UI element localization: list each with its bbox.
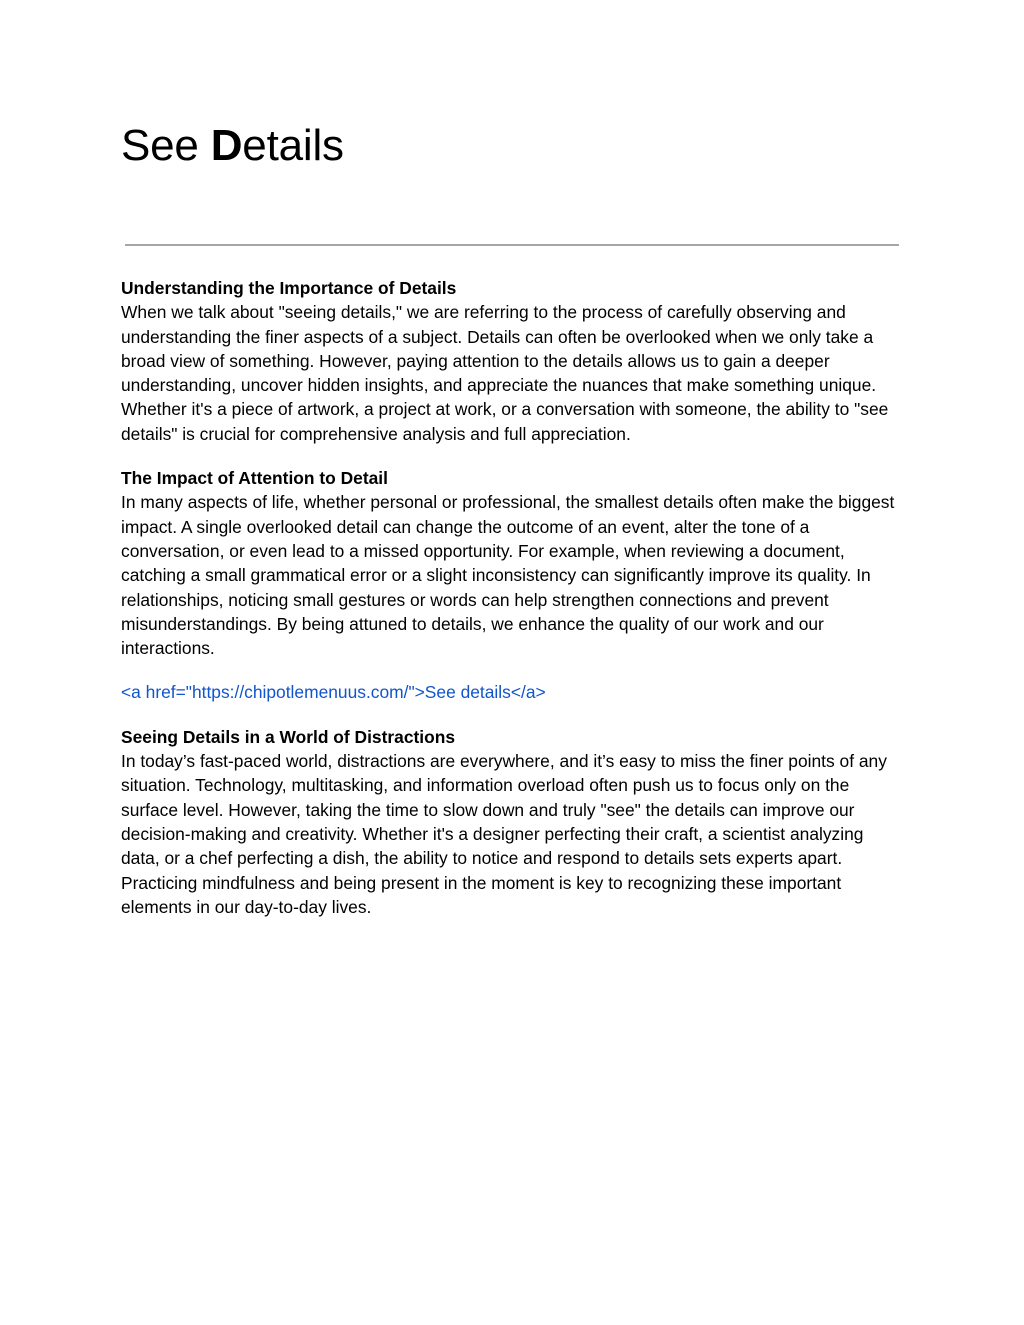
title-bold-letter: D	[210, 121, 243, 170]
page-title	[121, 118, 344, 174]
title-rest: etails	[242, 121, 344, 170]
horizontal-divider	[125, 244, 899, 246]
see-details-link[interactable]: <a href="https://chipotlemenuus.com/">See details</a>	[121, 682, 546, 703]
title-regular: See	[121, 121, 211, 170]
section-heading: Seeing Details in a World of Distractions	[121, 726, 456, 747]
section-heading: The Impact of Attention to Detail	[121, 468, 388, 489]
section-paragraph: In many aspects of life, whether personal or professional, the smallest details often make the biggest impact. A single overlooked detail can change the outcome of an event, alter the tone of a conversation, or even lead to a missed opportunity. For example, when reviewing a document, catching a small grammatical error or a slight inconsistency can significantly improve its quality. In relationships, noticing small gestures or words can help strengthen connections and prevent misunderstandings. By being attuned to details, we enhance the quality of our work and our interactions.	[121, 492, 895, 659]
section-impact-of-attention	[121, 466, 906, 660]
section-world-of-distractions	[121, 725, 906, 919]
section-paragraph: In today’s fast-paced world, distractions are everywhere, and it’s easy to miss the finer points of any situation. Technology, multitasking, and information overload often push us to focus only on the surface level. However, taking the time to slow down and truly "see" the details can improve our decision-making and creativity. Whether it's a designer perfecting their craft, a scientist analyzing data, or a chef perfecting a dish, the ability to notice and respond to details sets experts apart. Practicing mindfulness and being present in the moment is key to recognizing these important elements in our day-to-day lives.	[121, 751, 887, 917]
section-heading: Understanding the Importance of Details	[121, 278, 457, 298]
section-paragraph: When we talk about "seeing details," we are referring to the process of carefully observing and understanding the finer aspects of a subject. Details can often be overlooked when we only take a broad view of something. However, paying attention to the details allows us to gain a deeper understanding, uncover hidden insights, and appreciate the nuances that make something unique. Whether it's a piece of artwork, a project at work, or a conversation with someone, the ability to "see details" is crucial for comprehensive analysis and full appreciation.	[121, 302, 889, 444]
document-body	[121, 276, 906, 939]
section-importance-of-details	[121, 276, 906, 446]
